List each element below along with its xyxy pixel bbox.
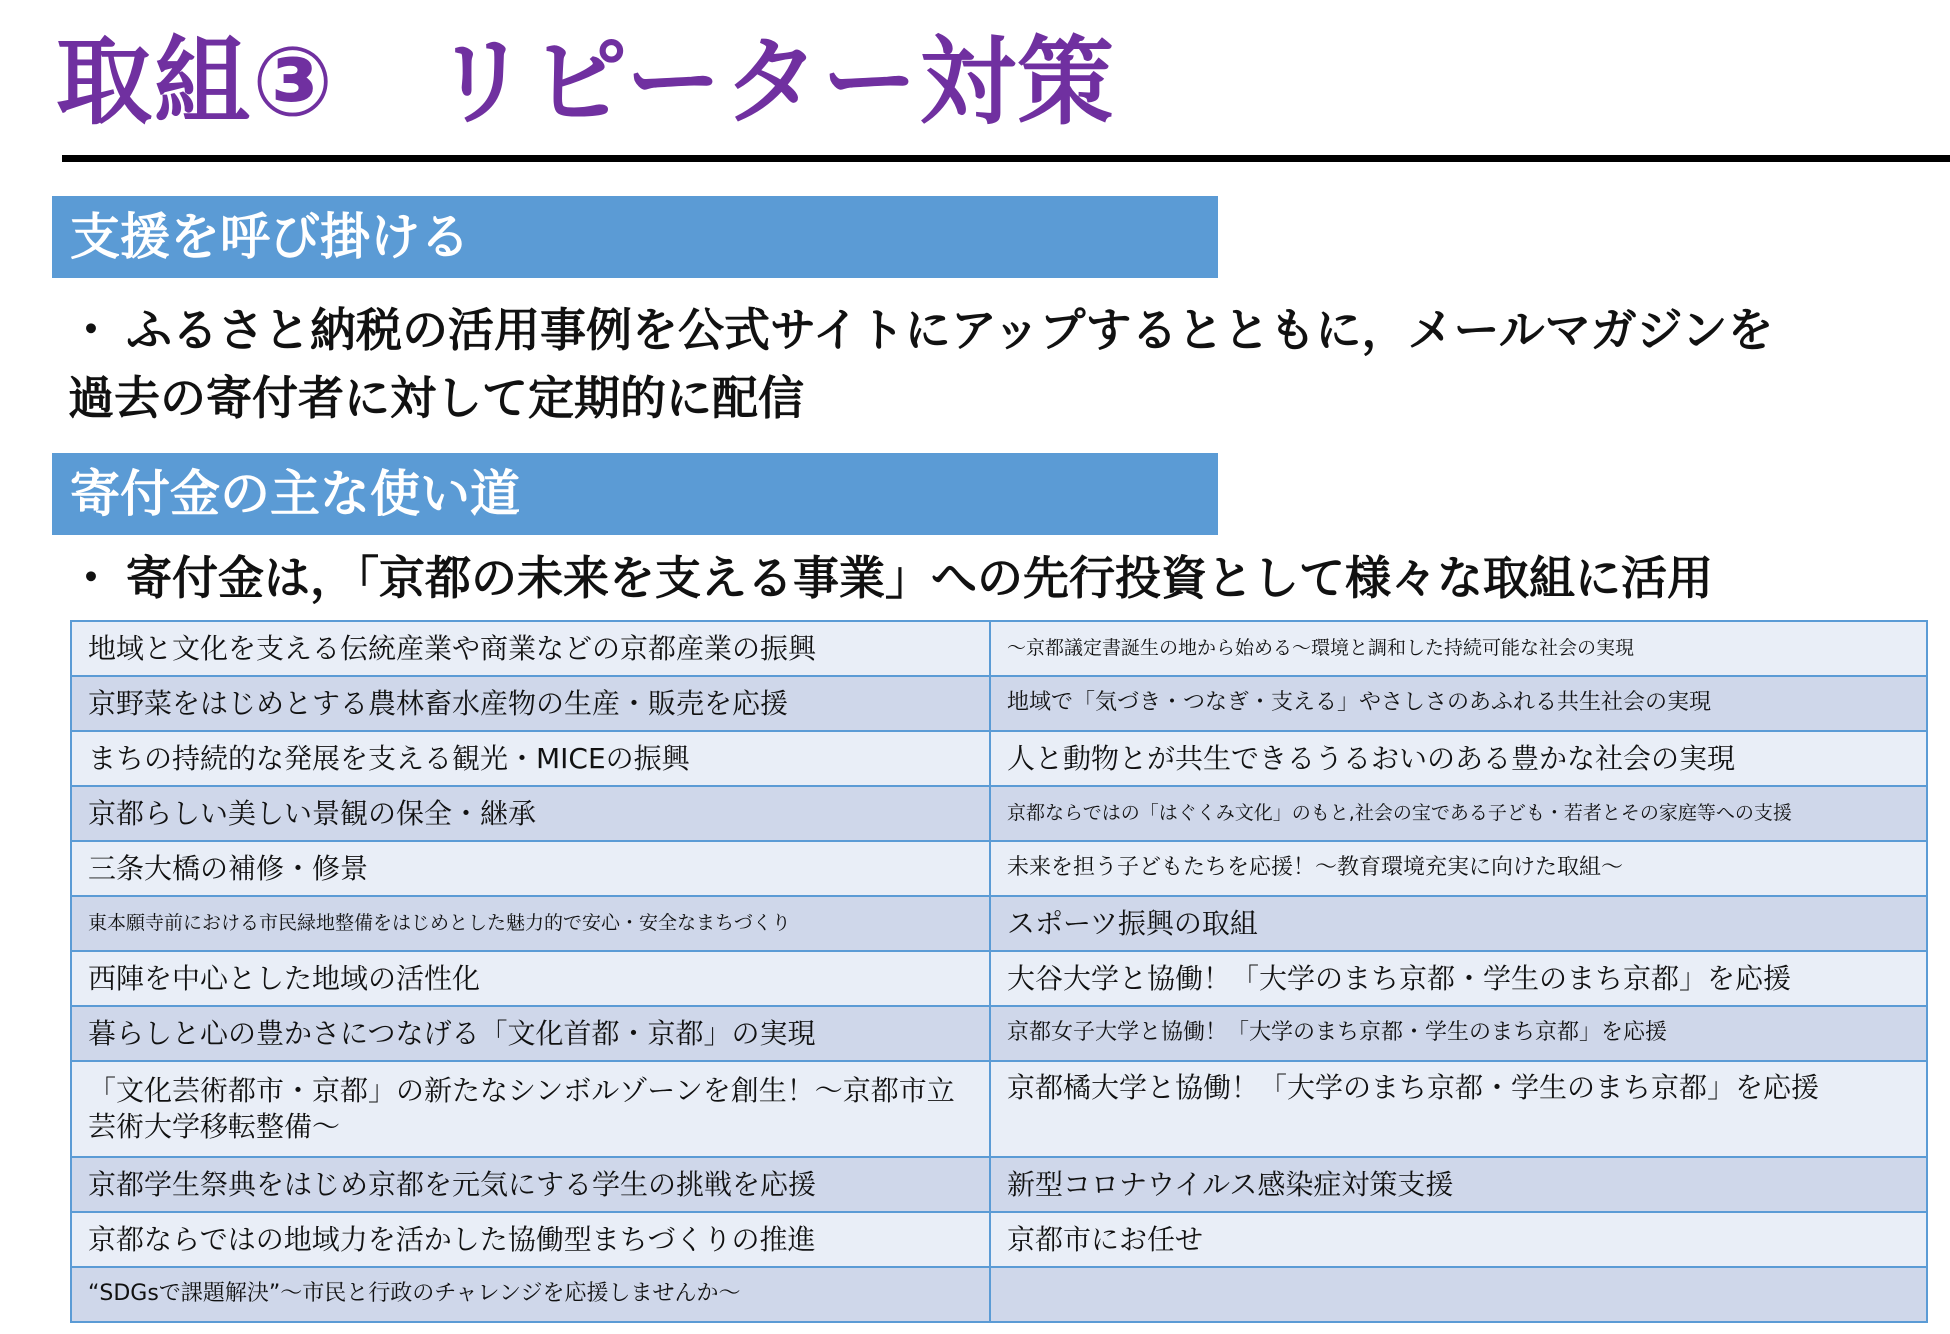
- table-cell: 未来を担う子どもたちを応援！～教育環境充実に向けた取組～: [990, 841, 1927, 896]
- section-heading-support: 支援を呼び掛ける: [52, 196, 1218, 278]
- bullet-line: 寄付金は，「京都の未来を支える事業」への先行投資として様々な取組に活用: [126, 551, 1713, 605]
- bullet-uses-summary: [68, 544, 1713, 612]
- table-cell: 「文化芸術都市・京都」の新たなシンボルゾーンを創生！～京都市立芸術大学移転整備～: [71, 1061, 990, 1157]
- table-cell: 三条大橋の補修・修景: [71, 841, 990, 896]
- table-cell: 京都学生祭典をはじめ京都を元気にする学生の挑戦を応援: [71, 1157, 990, 1212]
- table-cell: 人と動物とが共生できるうるおいのある豊かな社会の実現: [990, 731, 1927, 786]
- table-cell: 京野菜をはじめとする農林畜水産物の生産・販売を応援: [71, 676, 990, 731]
- table-cell: 地域と文化を支える伝統産業や商業などの京都産業の振興: [71, 621, 990, 676]
- section-heading-uses: 寄付金の主な使い道: [52, 453, 1218, 535]
- table-cell: ～京都議定書誕生の地から始める～環境と調和した持続可能な社会の実現: [990, 621, 1927, 676]
- table-row: [71, 676, 1927, 731]
- table-row: [71, 1267, 1927, 1322]
- table-cell: 地域で「気づき・つなぎ・支える」やさしさのあふれる共生社会の実現: [990, 676, 1927, 731]
- table-row: [71, 1006, 1927, 1061]
- table-row: [71, 786, 1927, 841]
- table-cell: 西陣を中心とした地域の活性化: [71, 951, 990, 1006]
- bullet-support-callout: [68, 296, 1774, 432]
- table-row: [71, 841, 1927, 896]
- table-cell: 京都市にお任せ: [990, 1212, 1927, 1267]
- table-cell: [990, 1267, 1927, 1322]
- table-row: [71, 896, 1927, 951]
- title-divider: [62, 155, 1950, 162]
- table-cell: 京都ならではの「はぐくみ文化」のもと,社会の宝である子ども・若者とその家庭等への支援: [990, 786, 1927, 841]
- table-row: [71, 731, 1927, 786]
- table-cell: 京都ならではの地域力を活かした協働型まちづくりの推進: [71, 1212, 990, 1267]
- table-cell: 東本願寺前における市民緑地整備をはじめとした魅力的で安心・安全なまちづくり: [71, 896, 990, 951]
- table-cell: “SDGsで課題解決”～市民と行政のチャレンジを応援しませんか～: [71, 1267, 990, 1322]
- slide-title: 取組③ リピーター対策: [56, 26, 1116, 138]
- table-row: [71, 1061, 1927, 1157]
- table-cell: スポーツ振興の取組: [990, 896, 1927, 951]
- bullet-line: ふるさと納税の活用事例を公式サイトにアップするとともに，メールマガジンを: [126, 303, 1774, 357]
- bullet-line: 過去の寄付者に対して定期的に配信: [68, 371, 804, 425]
- table-row: [71, 621, 1927, 676]
- table-row: [71, 1157, 1927, 1212]
- bullet-marker: ・: [68, 303, 114, 357]
- table-cell: 京都らしい美しい景観の保全・継承: [71, 786, 990, 841]
- table-cell: 暮らしと心の豊かさにつなげる「文化首都・京都」の実現: [71, 1006, 990, 1061]
- table-cell: 新型コロナウイルス感染症対策支援: [990, 1157, 1927, 1212]
- table-cell: 大谷大学と協働！「大学のまち京都・学生のまち京都」を応援: [990, 951, 1927, 1006]
- table-cell: 京都女子大学と協働！「大学のまち京都・学生のまち京都」を応援: [990, 1006, 1927, 1061]
- donation-uses-table: [70, 620, 1928, 1323]
- table-cell: 京都橘大学と協働！「大学のまち京都・学生のまち京都」を応援: [990, 1061, 1927, 1157]
- table-row: [71, 1212, 1927, 1267]
- table-cell: まちの持続的な発展を支える観光・MICEの振興: [71, 731, 990, 786]
- bullet-marker: ・: [68, 551, 114, 605]
- table-row: [71, 951, 1927, 1006]
